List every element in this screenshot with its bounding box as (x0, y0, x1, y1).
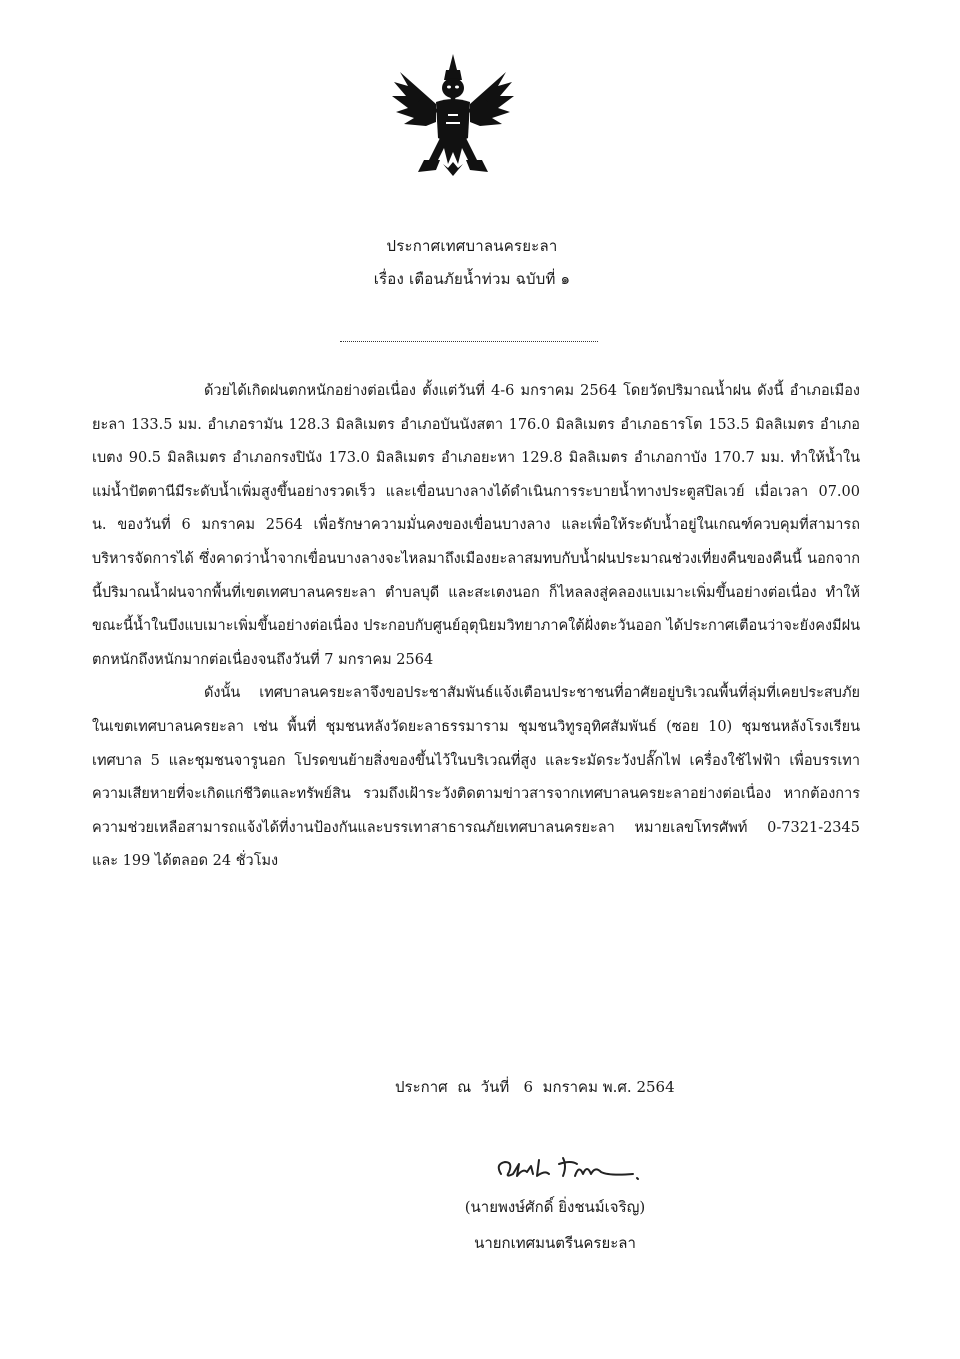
signer-title: นายกเทศมนตรีนครยะลา (474, 1234, 636, 1252)
announcement-body (92, 375, 860, 879)
body-paragraph-1: ด้วยได้เกิดฝนตกหนักอย่างต่อเนื่อง ตั้งแต่วันที่ 4-6 มกราคม 2564 โดยวัดปริมาณน้ำฝน ดังนี้ อำเภอเมืองยะลา 133.5 มม. อำเภอรามัน 128.3 มิลลิเมตร อำเภอบันนังสตา 176.0 มิลลิเมตร อำเภอธารโต 153.5 มิลลิเมตร อำเภอเบตง 90.5 มิลลิเมตร อำเภอกรงปินัง 173.0 มิลลิเมตร อำเภอยะหา 129.8 มิลลิเมตร อำเภอกาบัง 170.7 มม. ทำให้น้ำในแม่น้ำปัตตานีมีระดับน้ำเพิ่มสูงขึ้นอย่างรวดเร็ว และเขื่อนบางลางได้ดำเนินการระบายน้ำทางประตูสปิลเวย์ เมื่อเวลา 07.00 น. ของวันที่ 6 มกราคม 2564 เพื่อรักษาความมั่นคงของเขื่อนบางลาง และเพื่อให้ระดับน้ำอยู่ในเกณฑ์ควบคุมที่สามารถบริหารจัดการได้ ซึ่งคาดว่าน้ำจากเขื่อนบางลางจะไหลมาถึงเมืองยะลาสมทบกับน้ำฝนประมาณช่วงเที่ยงคืนของคืนนี้ นอกจากนี้ปริมาณน้ำฝนจากพื้นที่เขตเทศบาลนครยะลา ตำบลบุดี และสะเตงนอก ก็ไหลลงสู่คลองแบเมาะเพิ่มขึ้นอย่างต่อเนื่อง ทำให้ขณะนี้น้ำในบึงแบเมาะเพิ่มขึ้นอย่างต่อเนื่อง ประกอบกับศูนย์อุตุนิยมวิทยาภาคใต้ฝั่งตะวันออก ได้ประกาศเตือนว่าจะยังคงมีฝนตกหนักถึงหนักมากต่อเนื่องจนถึงวันที่ 7 มกราคม 2564 (92, 383, 860, 668)
body-paragraph-2: ดังนั้น เทศบาลนครยะลาจึงขอประชาสัมพันธ์แจ้งเตือนประชาชนที่อาศัยอยู่บริเวณพื้นที่ลุ่มที่เคยประสบภัยในเขตเทศบาลนครยะลา เช่น พื้นที่ ชุมชนหลังวัดยะลาธรรมาราม ชุมชนวิทูรอุทิศสัมพันธ์ (ซอย 10) ชุมชนหลังโรงเรียนเทศบาล 5 และชุมชนจารูนอก โปรดขนย้ายสิ่งของขึ้นไว้ในบริเวณที่สูง และระมัดระวังปลั๊กไฟ เครื่องใช้ไฟฟ้า เพื่อบรรเทาความเสียหายที่จะเกิดแก่ชีวิตและทรัพย์สิน รวมถึงเฝ้าระวังติดตามข่าวสารจากเทศบาลนครยะลาอย่างต่อเนื่อง หากต้องการความช่วยเหลือสามารถแจ้งได้ที่งานป้องกันและบรรเทาสาธารณภัยเทศบาลนครยะลา หมายเลขโทรศัพท์ 0-7321-2345 และ 199 ได้ตลอด 24 ชั่วโมง (92, 685, 860, 870)
dotted-separator (340, 341, 598, 342)
signer-name: (นายพงษ์ศักดิ์ ยิ่งชนม์เจริญ) (464, 1198, 646, 1216)
announcement-date: ประกาศ ณ วันที่ 6 มกราคม พ.ศ. 2564 (395, 1078, 675, 1096)
announcement-title: ประกาศเทศบาลนครยะลา (386, 237, 558, 255)
garuda-emblem-icon (388, 52, 518, 180)
announcement-subject: เรื่อง เตือนภัยน้ำท่วม ฉบับที่ ๑ (373, 270, 571, 288)
handwritten-signature-icon (487, 1150, 647, 1190)
